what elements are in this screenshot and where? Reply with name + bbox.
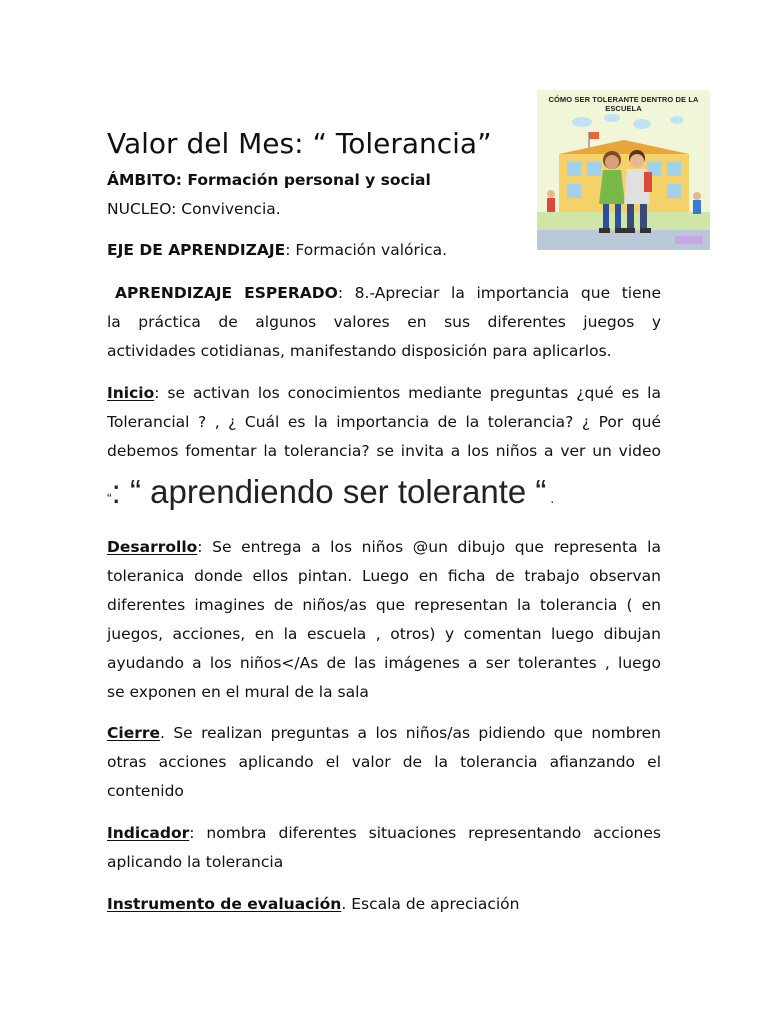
ambito-line bbox=[107, 169, 661, 191]
desarrollo-line-6: se exponen en el mural de la sala bbox=[107, 683, 369, 701]
desarrollo-line-4: juegos, acciones, en la escuela , otros) y comentan luego dibujan bbox=[107, 625, 661, 643]
aprendizaje-line-1 bbox=[115, 282, 661, 304]
desarrollo-line-5: ayudando a los niños</As de las imágenes a ser tolerantes , luego bbox=[107, 654, 661, 672]
indicador-text-1: : nombra diferentes situaciones representando acciones bbox=[189, 824, 661, 842]
illustration-title: CÓMO SER TOLERANTE DENTRO DE LA ESCUELA bbox=[548, 95, 699, 113]
indicador-line-2: aplicando la tolerancia bbox=[107, 853, 284, 871]
aprendizaje-line-2: la práctica de algunos valores en sus diferentes juegos y bbox=[107, 313, 661, 331]
cierre-text-1: . Se realizan preguntas a los niños/as pidiendo que nombren bbox=[160, 724, 661, 742]
desarrollo-line-3: diferentes imagines de niños/as que representan la tolerancia ( en bbox=[107, 596, 661, 614]
inicio-line-2: Tolerancial ? , ¿ Cuál es la importancia de la tolerancia? ¿ Por qué bbox=[107, 413, 661, 431]
aprendizaje-line-3: actividades cotidianas, manifestando disposición para aplicarlos. bbox=[107, 342, 612, 360]
video-title-text: : “ aprendiendo ser tolerante “ bbox=[111, 473, 547, 510]
desarrollo-line-1 bbox=[107, 536, 661, 558]
ambito-value: Formación personal y social bbox=[187, 171, 431, 189]
desarrollo-text-1: : Se entrega a los niños @un dibujo que representa la bbox=[197, 538, 661, 556]
desarrollo-line-2: toleranica donde ellos pintan. Luego en ficha de trabajo observan bbox=[107, 567, 661, 585]
instrumento-label: Instrumento de evaluación bbox=[107, 895, 342, 913]
indicador-label: Indicador bbox=[107, 824, 190, 842]
page-title: Valor del Mes: “ Tolerancia” bbox=[107, 127, 492, 160]
ambito-separator: : bbox=[175, 171, 188, 189]
eje-label: EJE DE APRENDIZAJE bbox=[107, 241, 286, 259]
cierre-line-1 bbox=[107, 722, 661, 744]
desarrollo-label: Desarrollo bbox=[107, 538, 198, 556]
nucleo-line bbox=[107, 198, 661, 220]
aprendizaje-label: APRENDIZAJE ESPERADO bbox=[115, 284, 338, 302]
indicador-line-1 bbox=[107, 822, 661, 844]
eje-value: : Formación valórica. bbox=[285, 241, 448, 259]
inicio-line-1 bbox=[107, 382, 661, 404]
instrumento-line bbox=[107, 893, 661, 915]
cierre-line-3: contenido bbox=[107, 782, 184, 800]
video-title-prefix: “ bbox=[107, 490, 112, 506]
inicio-label: Inicio bbox=[107, 384, 155, 402]
cierre-label: Cierre bbox=[107, 724, 161, 742]
aprendizaje-text-1: : 8.-Apreciar la importancia que tiene bbox=[337, 284, 661, 302]
video-title bbox=[107, 472, 554, 518]
inicio-line-3: debemos fomentar la tolerancia? se invita a los niños a ver un video bbox=[107, 442, 661, 460]
nucleo-label: NUCLEO bbox=[107, 200, 172, 218]
eje-line bbox=[107, 239, 661, 261]
ambito-label: ÁMBITO bbox=[107, 171, 176, 189]
instrumento-value: . Escala de apreciación bbox=[341, 895, 520, 913]
nucleo-value: : Convivencia. bbox=[171, 200, 281, 218]
video-title-suffix: . bbox=[546, 490, 555, 506]
cierre-line-2: otras acciones aplicando el valor de la tolerancia afianzando el bbox=[107, 753, 661, 771]
inicio-text-1: : se activan los conocimientos mediante preguntas ¿qué es la bbox=[154, 384, 661, 402]
